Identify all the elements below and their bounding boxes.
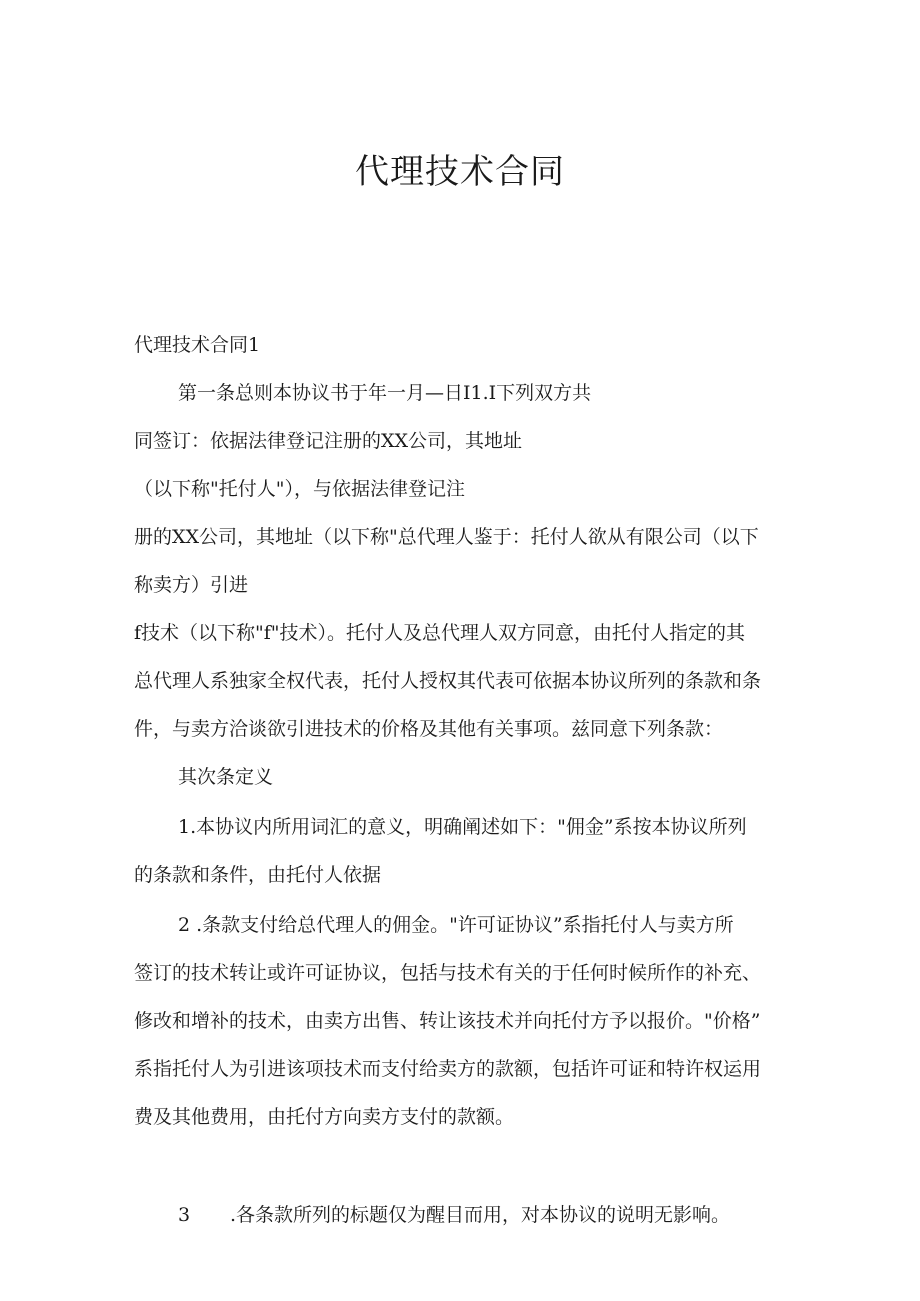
clause-number: 3: [178, 1204, 191, 1226]
section-heading: 其次条定义: [178, 766, 274, 788]
paragraph-line: 册的XX公司，其地址（以下称"总代理人鉴于：托付人欲从有限公司（以下: [134, 526, 759, 548]
paragraph-line: 系指托付人为引进该项技术而支付给卖方的款额，包括许可证和特许权运用: [134, 1058, 762, 1080]
paragraph-line: 修改和增补的技术，由卖方出售、转让该技术并向托付方予以报价。"价格”: [134, 1010, 761, 1032]
paragraph-line: 件，与卖方洽谈欲引进技术的价格及其他有关事项。兹同意下列条款：: [134, 718, 724, 740]
paragraph-line: 签订的技术转让或许可证协议，包括与技术有关的于任何时候所作的补充、: [134, 962, 762, 984]
paragraph-line: 称卖方）引进: [134, 574, 249, 596]
document-title: 代理技术合同: [355, 152, 565, 192]
paragraph-line: 1.本协议内所用词汇的意义，明确阐述如下："佣金”系按本协议所列: [178, 816, 747, 838]
paragraph-line: 2 .条款支付给总代理人的佣金。"许可证协议”系指托付人与卖方所: [178, 914, 734, 936]
paragraph-line-last: [178, 1202, 730, 1228]
clause-text: .各条款所列的标题仅为醒目而用，对本协议的说明无影响。: [230, 1204, 731, 1226]
document-subtitle: 代理技术合同1: [134, 334, 261, 356]
paragraph-line: 第一条总则本协议书于年一月—日I1.I下列双方共: [178, 382, 592, 404]
paragraph-line: 费及其他费用，由托付方向卖方支付的款额。: [134, 1106, 515, 1128]
paragraph-line: 的条款和条件，由托付人依据: [134, 864, 382, 886]
paragraph-line: f技术（以下称"f"技术）。托付人及总代理人双方同意，由托付人指定的其: [134, 622, 746, 644]
paragraph-line: （以下称"托付人"），与依据法律登记注: [134, 478, 465, 500]
paragraph-line: 同签订：依据法律登记注册的XX公司，其地址: [134, 430, 523, 452]
paragraph-line: 总代理人系独家全权代表，托付人授权其代表可依据本协议所列的条款和条: [134, 670, 762, 692]
